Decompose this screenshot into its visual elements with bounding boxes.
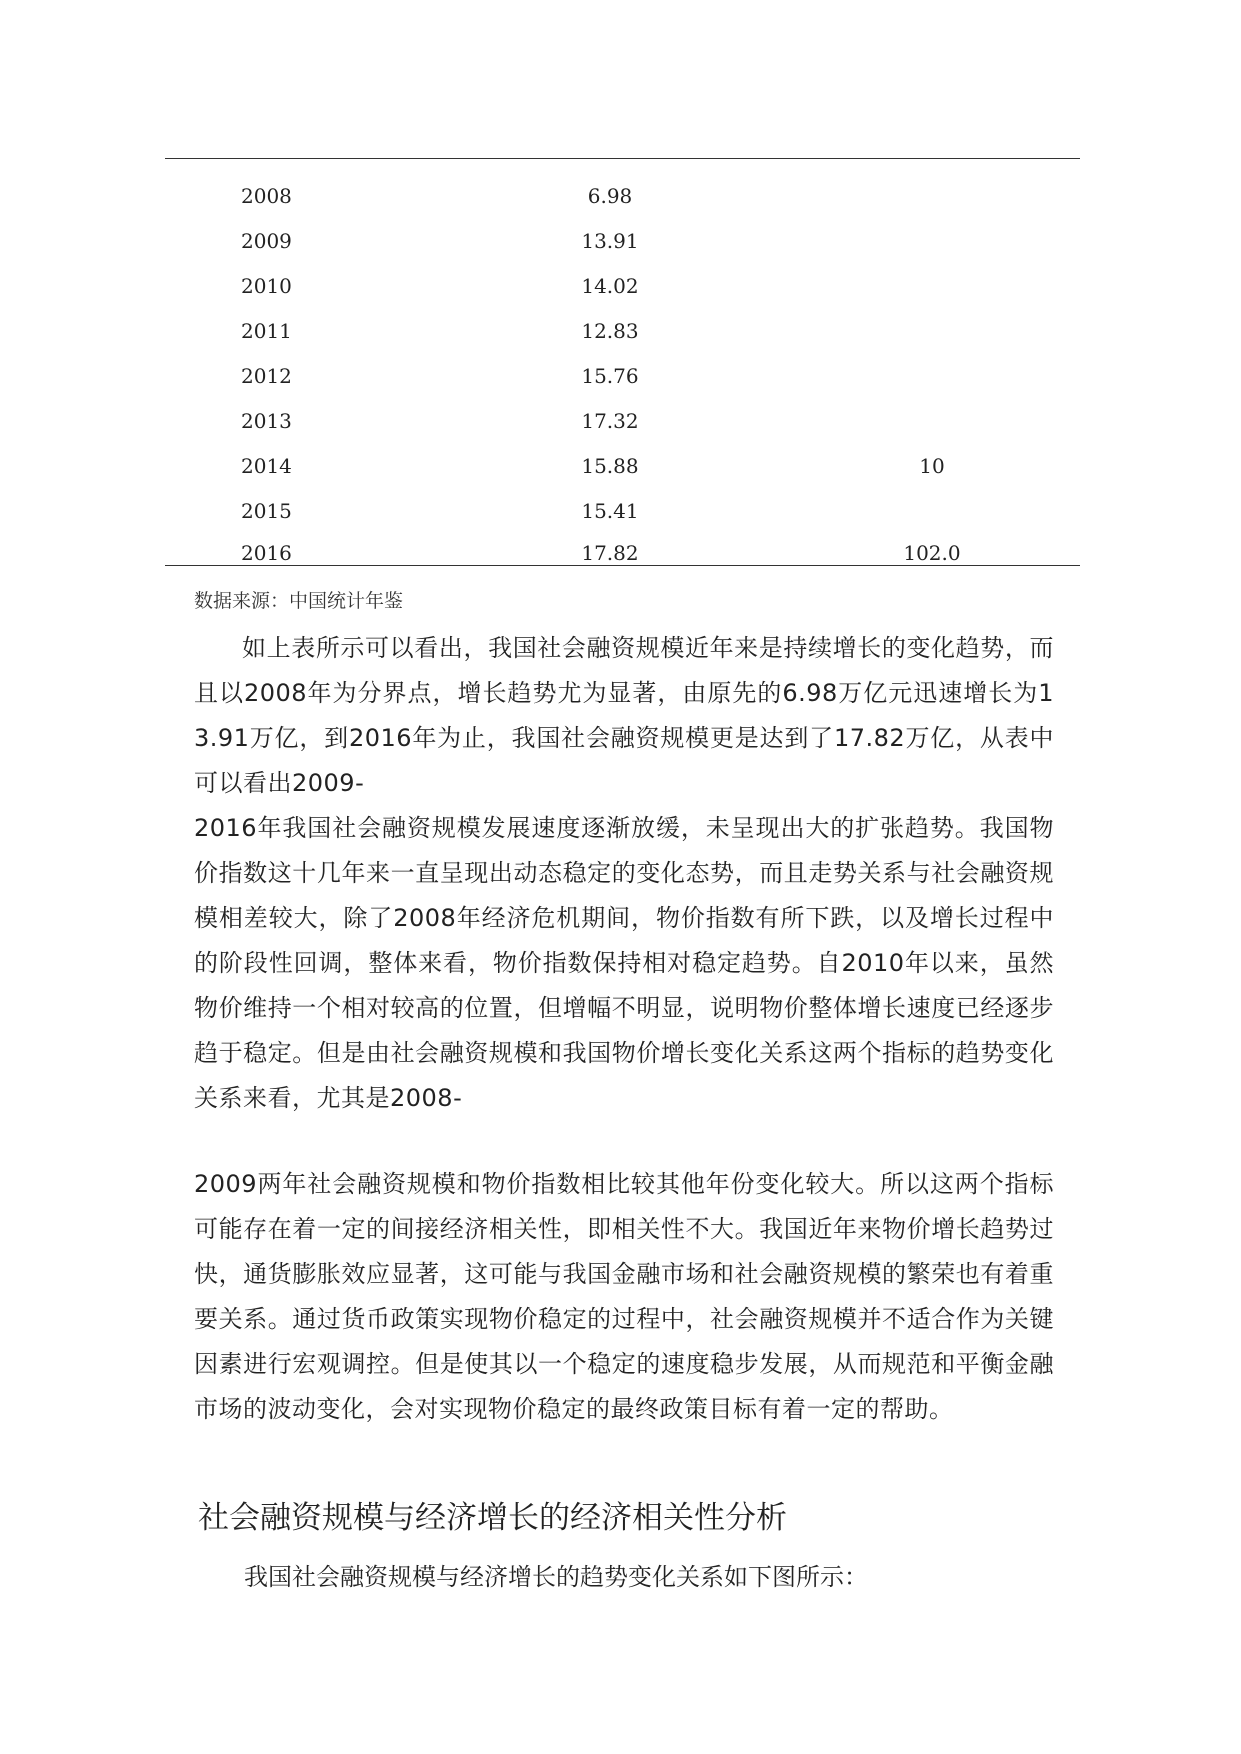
data-table bbox=[165, 174, 1080, 564]
body-paragraph: 2016年我国社会融资规模发展速度逐渐放缓，未呈现出大的扩张趋势。我国物价指数这十几年来一直呈现出动态稳定的变化态势，而且走势关系与社会融资规模相差较大，除了2008年经济危机期间，物价指数有所下跌，以及增长过程中的阶段性回调，整体来看，物价指数保持相对稳定趋势。自2010年以来，虽然物价维持一个相对较高的位置，但增幅不明显，说明物价整体增长速度已经逐步趋于稳定。但是由社会融资规模和我国物价增长变化关系这两个指标的趋势变化关系来看，尤其是2008- bbox=[194, 814, 1054, 1112]
year-cell: 2014 bbox=[241, 454, 292, 478]
extra-cell: 102.0 bbox=[903, 541, 961, 564]
section-intro: 我国社会融资规模与经济增长的趋势变化关系如下图所示： bbox=[244, 1563, 868, 1591]
year-cell: 2011 bbox=[241, 319, 292, 343]
year-cell: 2016 bbox=[241, 541, 292, 564]
year-cell: 2010 bbox=[241, 274, 292, 298]
table-row bbox=[165, 219, 1080, 264]
year-cell: 2012 bbox=[241, 364, 292, 388]
value-cell: 6.98 bbox=[587, 184, 633, 208]
extra-cell: 10 bbox=[919, 454, 945, 478]
value-cell: 15.88 bbox=[581, 454, 639, 478]
year-cell: 2013 bbox=[241, 409, 292, 433]
value-cell: 13.91 bbox=[581, 229, 639, 253]
table-row bbox=[165, 264, 1080, 309]
table-row bbox=[165, 354, 1080, 399]
year-cell: 2015 bbox=[241, 499, 292, 523]
value-cell: 15.41 bbox=[581, 499, 639, 523]
table-row bbox=[165, 444, 1080, 489]
year-cell: 2008 bbox=[241, 184, 292, 208]
section-heading: 社会融资规模与经济增长的经济相关性分析 bbox=[198, 1500, 787, 1536]
body-paragraph: 2009两年社会融资规模和物价指数相比较其他年份变化较大。所以这两个指标可能存在着一定的间接经济相关性，即相关性不大。我国近年来物价增长趋势过快，通货膨胀效应显著，这可能与我国金融市场和社会融资规模的繁荣也有着重要关系。通过货币政策实现物价稳定的过程中，社会融资规模并不适合作为关键因素进行宏观调控。但是使其以一个稳定的速度稳步发展，从而规范和平衡金融市场的波动变化，会对实现物价稳定的最终政策目标有着一定的帮助。 bbox=[194, 1170, 1054, 1423]
table-bottom-rule bbox=[165, 565, 1080, 566]
body-paragraph: 如上表所示可以看出，我国社会融资规模近年来是持续增长的变化趋势，而且以2008年为分界点，增长趋势尤为显著，由原先的6.98万亿元迅速增长为13.91万亿，到2016年为止，我国社会融资规模更是达到了17.82万亿，从表中可以看出2009- bbox=[194, 634, 1054, 797]
value-cell: 12.83 bbox=[581, 319, 639, 343]
table-top-rule bbox=[165, 158, 1080, 159]
table-row bbox=[165, 174, 1080, 219]
value-cell: 17.82 bbox=[581, 541, 639, 564]
table-row bbox=[165, 531, 1080, 564]
table-row bbox=[165, 309, 1080, 354]
value-cell: 14.02 bbox=[581, 274, 639, 298]
table-row bbox=[165, 399, 1080, 444]
value-cell: 17.32 bbox=[581, 409, 639, 433]
value-cell: 15.76 bbox=[581, 364, 639, 388]
table-row bbox=[165, 489, 1080, 534]
year-cell: 2009 bbox=[241, 229, 292, 253]
data-source-note: 数据来源：中国统计年鉴 bbox=[194, 590, 404, 612]
